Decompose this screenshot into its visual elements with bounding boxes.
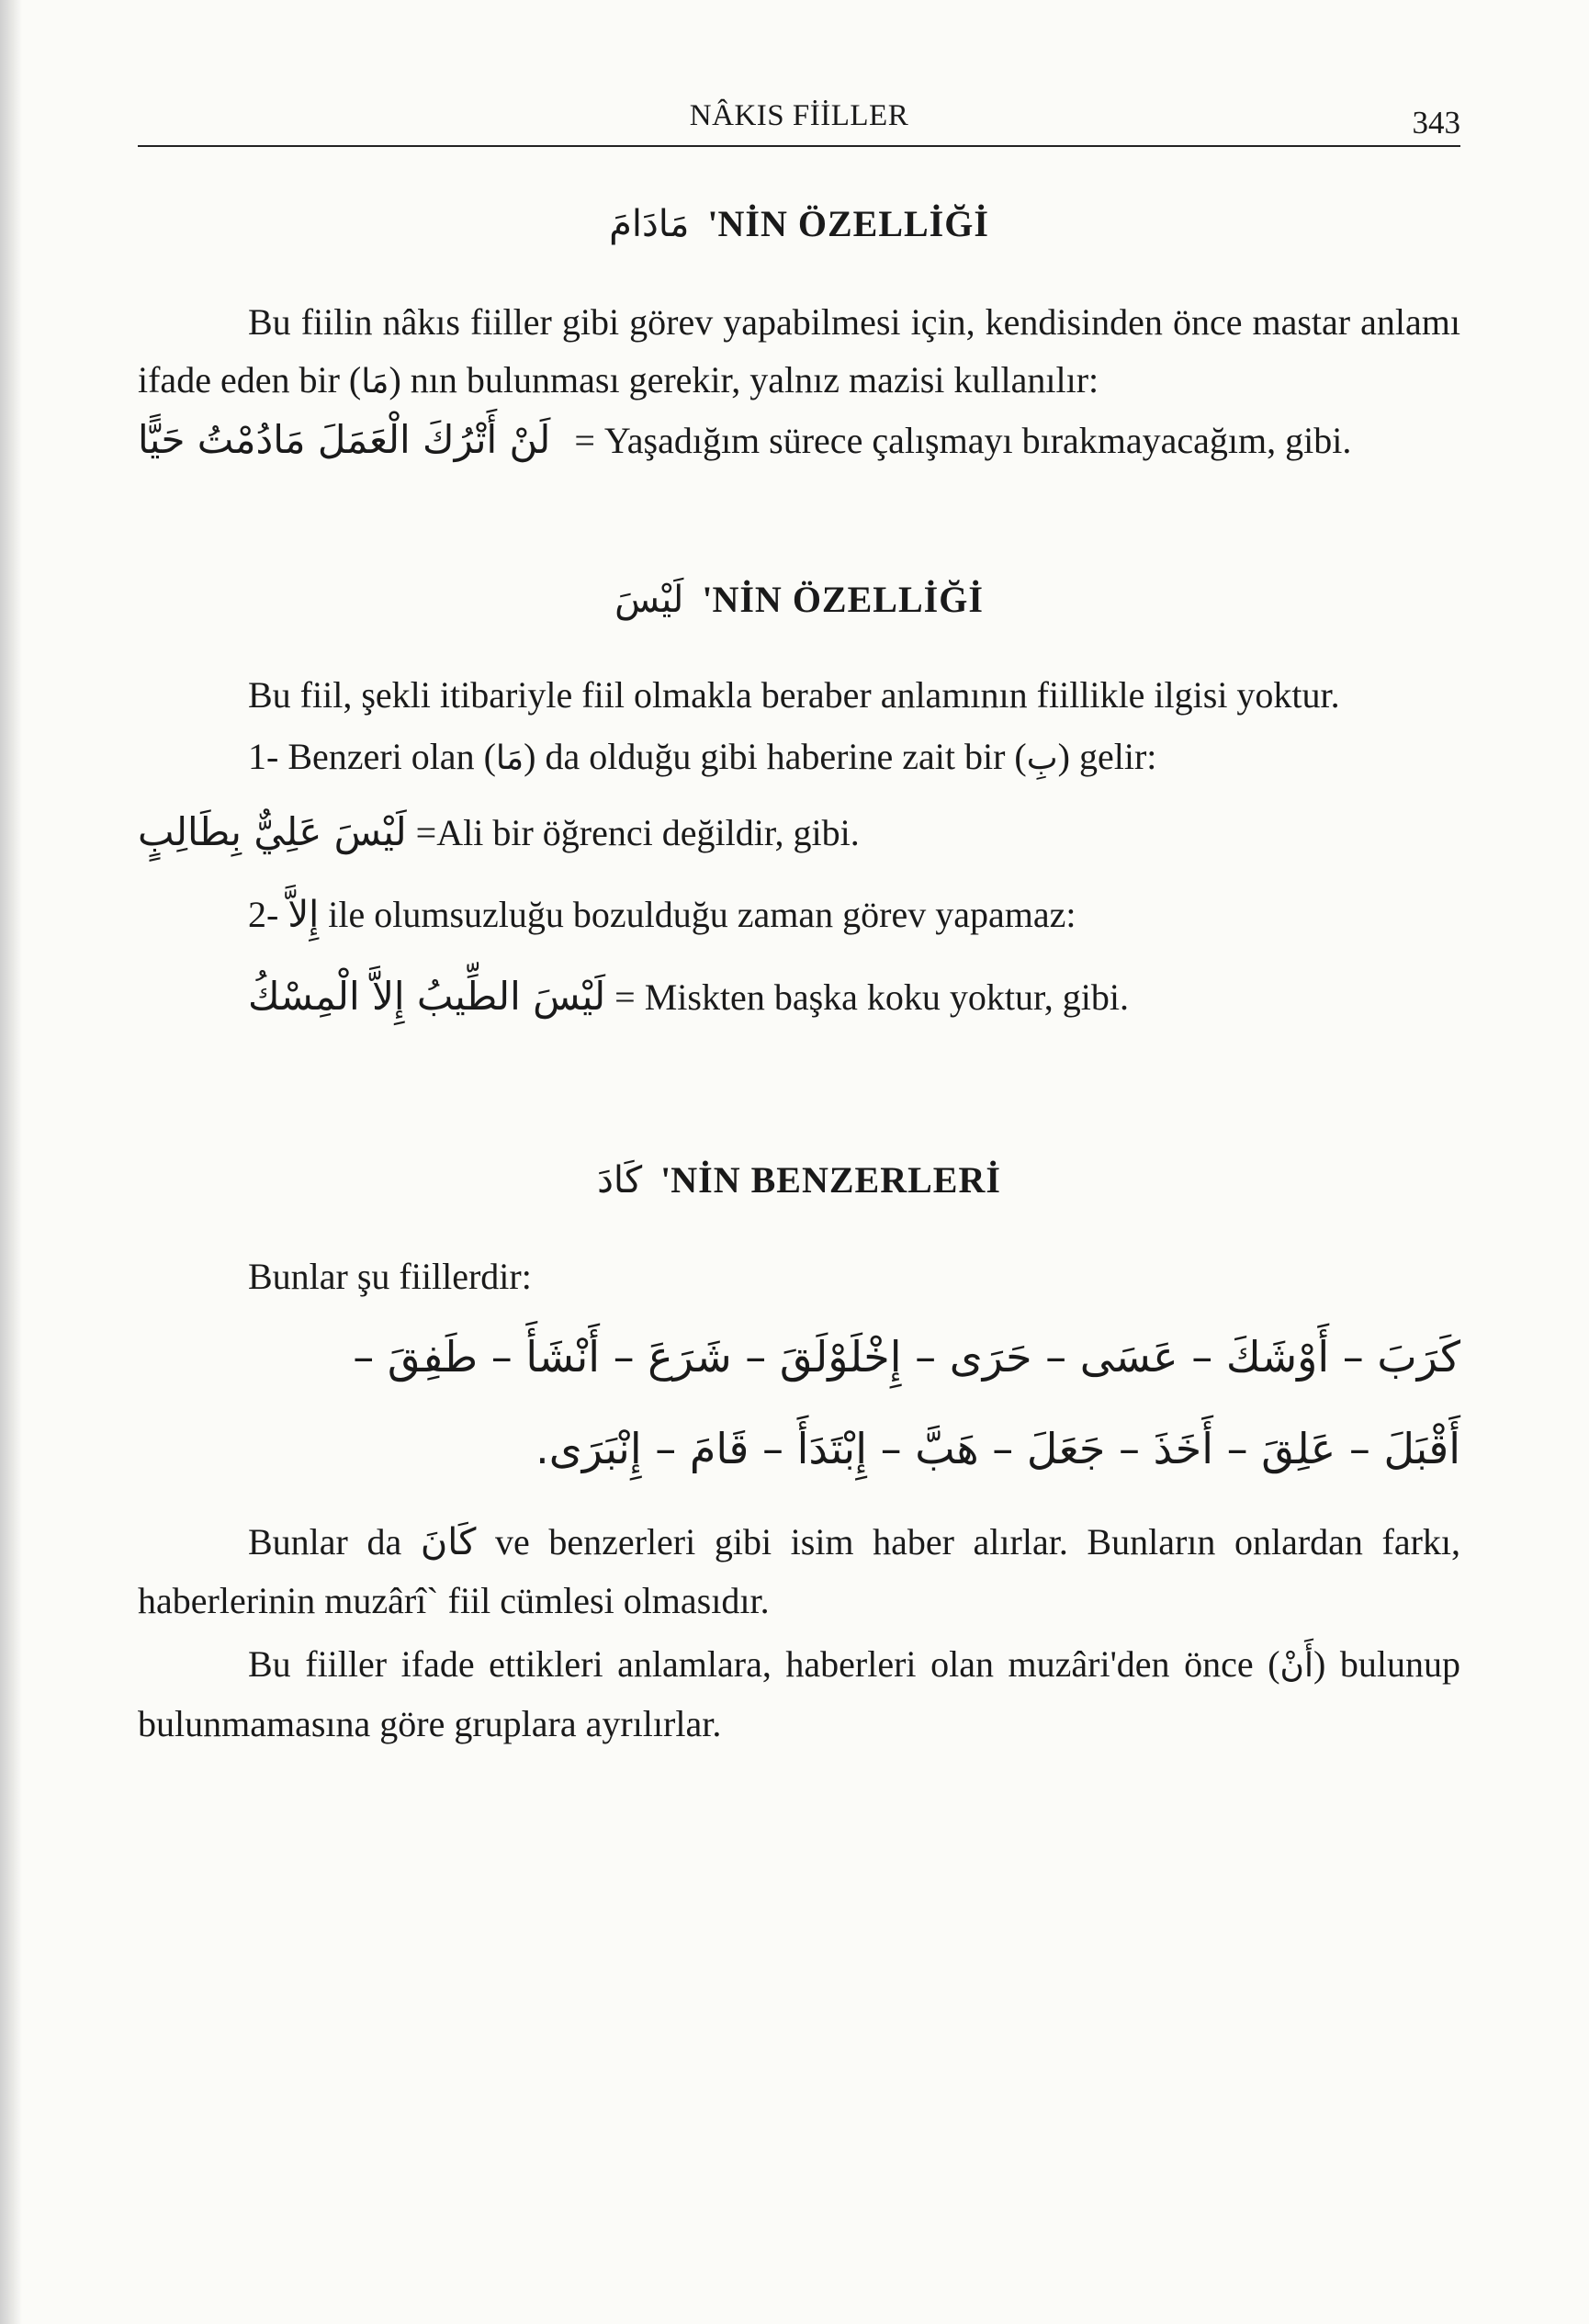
inline-arabic: إِلاَّ [287,894,320,936]
heading-arabic-word: مَادَامَ [609,203,690,245]
paragraph-text: Bu fiilin nâkıs fiiller gibi görev yapabilmesi için, kendisinden önce mastar anlamı ifade eden bir ( [138,301,1460,400]
item-text: ile olumsuzluğu bozulduğu zaman görev yapamaz: [328,894,1076,935]
example-arabic: لَيْسَ عَلِيٌّ بِطَالِبٍ [138,809,407,854]
paragraph-text: ve benzerleri gibi isim haber alırlar. Bunların onlardan farkı, haberlerinin muzârî` fiil cümlesi olmasıdır. [138,1521,1461,1621]
example-arabic: لَنْ أَتْرُكَ الْعَمَلَ مَادُمْتُ حَيًّا [138,417,551,462]
example-translation: = Miskten başka koku yoktur, gibi. [614,976,1129,1018]
section-heading-madame [138,202,1460,245]
example-translation: =Ali bir öğrenci değildir, gibi. [415,812,860,853]
paragraph-kade-intro: Bunlar şu fiillerdir: [248,1256,532,1297]
verb-list-line-1: كَرَبَ – أَوْشَكَ – عَسَى – حَرَى – إِخْلَوْلَقَ – شَرَعَ – أَنْشَأَ – طَفِقَ – [353,1332,1460,1382]
heading-text: 'NİN ÖZELLİĞİ [707,203,989,244]
page-number: 343 [1412,105,1460,141]
example-translation: = Yaşadığım sürece çalışmayı bırakmayacağım, gibi. [574,420,1352,461]
item-text: ) gelir: [1057,736,1157,777]
paragraph-kade-note [138,1513,1460,1630]
paragraph-madame-rule [138,293,1460,411]
paragraph-text: ) nın bulunması gerekir, yalnız mazisi kullanılır: [389,359,1099,400]
example-leyse-1 [138,800,1460,865]
list-item-1 [138,728,1460,787]
example-madame [138,411,1460,469]
item-text: 2- [248,894,279,935]
heading-arabic-word: لَيْسَ [614,579,684,621]
section-heading-kade [138,1158,1460,1201]
paragraph-text: ) bulunup bulunmamasına göre gruplara ayrılırlar. [138,1643,1460,1744]
heading-text: 'NİN ÖZELLİĞİ [702,579,984,620]
book-page [138,92,1460,1753]
inline-arabic: مَا [495,739,524,777]
heading-arabic-word: كَادَ [597,1159,643,1201]
item-text: 1- Benzeri olan ( [248,736,496,777]
paragraph-kade-groups [138,1635,1460,1753]
inline-arabic: مَا [361,363,389,400]
paragraph-text: Bunlar da [248,1521,402,1562]
paragraph-text: Bu fiiller ifade ettikleri anlamlara, haberleri olan muzâri'den önce ( [248,1643,1280,1685]
inline-arabic: أَنْ [1279,1647,1313,1685]
inline-arabic: بِ [1026,739,1058,777]
inline-arabic: كَانَ [420,1521,477,1563]
item-text: ) da olduğu gibi haberine zait bir ( [524,736,1027,777]
heading-text: 'NİN BENZERLERİ [660,1159,1001,1201]
verb-list-line-2: أَقْبَلَ – عَلِقَ – أَخَذَ – جَعَلَ – هَبَّ – إِبْتَدَأَ – قَامَ – إِنْبَرَى. [535,1424,1460,1473]
example-arabic: لَيْسَ الطِّيبُ إِلاَّ الْمِسْكُ [248,974,606,1019]
list-item-2 [138,886,1460,944]
paragraph-leyse-intro: Bu fiil, şekli itibariyle fiil olmakla beraber anlamının fiillikle ilgisi yoktur. [248,674,1340,716]
arabic-verb-list [138,1311,1460,1495]
running-title: NÂKIS FİİLLER [689,99,909,132]
running-header [138,92,1460,147]
book-spine-shadow [0,0,22,2324]
example-leyse-2 [138,965,1460,1030]
section-heading-leyse [138,578,1460,621]
